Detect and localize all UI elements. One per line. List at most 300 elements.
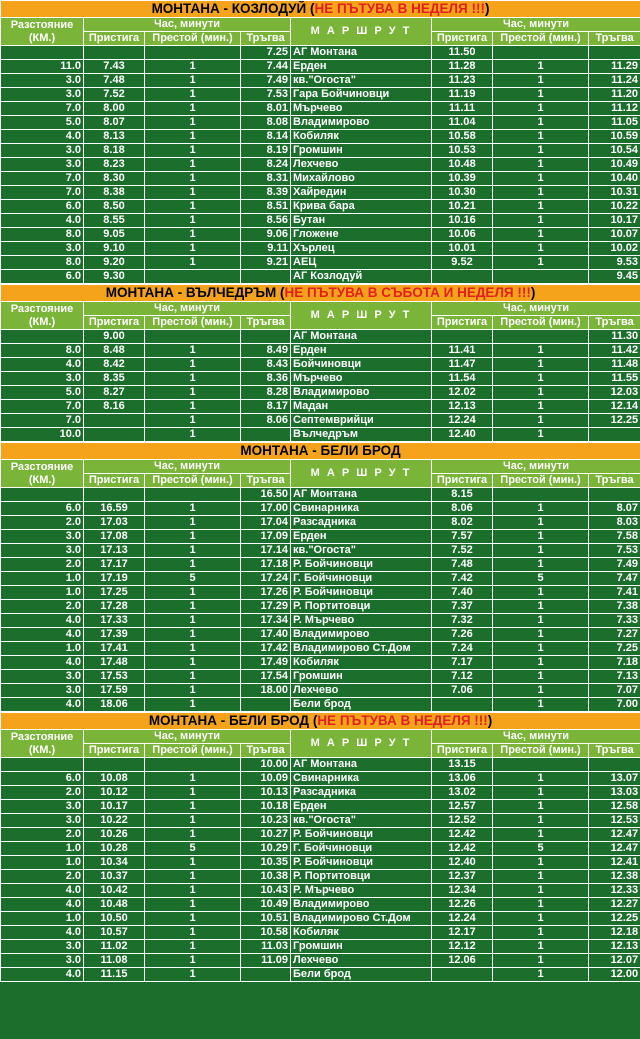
arrival-out-cell bbox=[84, 46, 145, 60]
depart-back-cell: 12.41 bbox=[589, 856, 640, 870]
depart-out-cell: 10.00 bbox=[241, 758, 291, 772]
depart-out-cell: 17.04 bbox=[241, 516, 291, 530]
stop-out-cell: 1 bbox=[145, 530, 241, 544]
depart-out-cell: 10.09 bbox=[241, 772, 291, 786]
arrival-out-cell: 8.16 bbox=[84, 400, 145, 414]
stop-out-cell: 1 bbox=[145, 228, 241, 242]
arrival-back-cell: 12.57 bbox=[432, 800, 493, 814]
route-stop-cell: Септемврийци bbox=[291, 414, 432, 428]
distance-cell: 3.0 bbox=[1, 530, 84, 544]
route-header: М А Р Ш Р У Т bbox=[291, 730, 432, 758]
depart-back-cell: 12.33 bbox=[589, 884, 640, 898]
route-stop-cell: Бутан bbox=[291, 214, 432, 228]
table-row bbox=[1, 330, 640, 344]
table-row bbox=[1, 358, 640, 372]
arrival-header: Пристига bbox=[432, 316, 493, 330]
depart-header: Тръгва bbox=[241, 32, 291, 46]
stop-header: Престой (мин.) bbox=[145, 316, 241, 330]
arrival-out-cell: 10.22 bbox=[84, 814, 145, 828]
note-paren: ) bbox=[530, 285, 536, 300]
route-stop-cell: Р. Бойчиновци bbox=[291, 558, 432, 572]
stop-out-cell: 1 bbox=[145, 186, 241, 200]
stop-back-cell: 1 bbox=[493, 926, 589, 940]
depart-out-cell: 10.35 bbox=[241, 856, 291, 870]
distance-cell: 6.0 bbox=[1, 270, 84, 284]
arrival-back-cell: 7.48 bbox=[432, 558, 493, 572]
stop-back-cell: 1 bbox=[493, 870, 589, 884]
route-stop-cell: АГ Монтана bbox=[291, 46, 432, 60]
depart-back-cell: 13.07 bbox=[589, 772, 640, 786]
distance-cell: 3.0 bbox=[1, 88, 84, 102]
route-stop-cell: Громшин bbox=[291, 670, 432, 684]
stop-back-cell: 1 bbox=[493, 530, 589, 544]
depart-back-cell bbox=[589, 758, 640, 772]
distance-cell: 6.0 bbox=[1, 200, 84, 214]
stop-back-cell: 1 bbox=[493, 344, 589, 358]
stop-out-cell: 1 bbox=[145, 372, 241, 386]
table-row bbox=[1, 814, 640, 828]
stop-out-cell: 1 bbox=[145, 88, 241, 102]
table-row bbox=[1, 172, 640, 186]
arrival-header: Пристига bbox=[432, 474, 493, 488]
table-row bbox=[1, 642, 640, 656]
stop-back-cell bbox=[493, 488, 589, 502]
route-stop-cell: Р. Портитовци bbox=[291, 870, 432, 884]
table-row bbox=[1, 74, 640, 88]
section-title bbox=[1, 285, 640, 302]
route-stop-cell: Ерден bbox=[291, 800, 432, 814]
route-stop-cell: Владимирово bbox=[291, 898, 432, 912]
arrival-out-cell: 7.43 bbox=[84, 60, 145, 74]
distance-cell: 5.0 bbox=[1, 116, 84, 130]
distance-header: Разстояние (КМ.) bbox=[1, 18, 84, 46]
depart-back-cell: 10.59 bbox=[589, 130, 640, 144]
stop-back-cell: 1 bbox=[493, 954, 589, 968]
stop-back-cell: 1 bbox=[493, 414, 589, 428]
stop-out-cell: 1 bbox=[145, 558, 241, 572]
stop-out-cell bbox=[145, 270, 241, 284]
table-row bbox=[1, 88, 640, 102]
depart-back-cell: 7.07 bbox=[589, 684, 640, 698]
stop-out-cell: 1 bbox=[145, 940, 241, 954]
depart-back-cell bbox=[589, 488, 640, 502]
depart-back-cell: 7.49 bbox=[589, 558, 640, 572]
route-stop-cell: Лехчево bbox=[291, 954, 432, 968]
stop-back-cell: 1 bbox=[493, 614, 589, 628]
arrival-out-cell: 8.07 bbox=[84, 116, 145, 130]
depart-back-cell: 9.53 bbox=[589, 256, 640, 270]
depart-back-cell: 11.05 bbox=[589, 116, 640, 130]
arrival-header: Пристига bbox=[84, 316, 145, 330]
depart-back-cell: 12.58 bbox=[589, 800, 640, 814]
stop-back-cell: 1 bbox=[493, 544, 589, 558]
arrival-out-cell: 17.48 bbox=[84, 656, 145, 670]
depart-out-cell: 8.39 bbox=[241, 186, 291, 200]
arrival-out-cell: 9.00 bbox=[84, 330, 145, 344]
arrival-back-cell: 12.24 bbox=[432, 912, 493, 926]
route-stop-cell: Р. Мърчево bbox=[291, 614, 432, 628]
table-row bbox=[1, 386, 640, 400]
route-title: МОНТАНА - КОЗЛОДУЙ bbox=[151, 1, 307, 16]
distance-cell: 2.0 bbox=[1, 786, 84, 800]
table-row bbox=[1, 60, 640, 74]
depart-back-cell: 11.24 bbox=[589, 74, 640, 88]
arrival-back-cell: 12.42 bbox=[432, 828, 493, 842]
depart-out-cell: 18.00 bbox=[241, 684, 291, 698]
route-stop-cell: Громшин bbox=[291, 940, 432, 954]
stop-back-cell: 1 bbox=[493, 628, 589, 642]
distance-cell: 3.0 bbox=[1, 800, 84, 814]
arrival-back-cell: 12.13 bbox=[432, 400, 493, 414]
stop-back-cell: 1 bbox=[493, 372, 589, 386]
service-note: НЕ ПЪТУВА В НЕДЕЛЯ !!! bbox=[314, 1, 485, 16]
depart-back-cell: 10.40 bbox=[589, 172, 640, 186]
distance-cell: 8.0 bbox=[1, 344, 84, 358]
stop-back-cell: 1 bbox=[493, 74, 589, 88]
depart-back-cell: 7.41 bbox=[589, 586, 640, 600]
section-title-row bbox=[1, 443, 640, 460]
arrival-back-cell: 12.24 bbox=[432, 414, 493, 428]
route-stop-cell: Ерден bbox=[291, 344, 432, 358]
stop-out-cell: 1 bbox=[145, 414, 241, 428]
arrival-back-cell: 12.37 bbox=[432, 870, 493, 884]
stop-out-cell bbox=[145, 488, 241, 502]
stop-out-cell: 1 bbox=[145, 786, 241, 800]
stop-header: Престой (мин.) bbox=[493, 474, 589, 488]
arrival-back-cell: 7.57 bbox=[432, 530, 493, 544]
depart-back-cell: 8.07 bbox=[589, 502, 640, 516]
arrival-out-cell bbox=[84, 428, 145, 442]
stop-back-cell: 1 bbox=[493, 428, 589, 442]
distance-cell: 4.0 bbox=[1, 926, 84, 940]
arrival-out-cell: 8.18 bbox=[84, 144, 145, 158]
header-row bbox=[1, 18, 640, 32]
section-title-row bbox=[1, 713, 640, 730]
stop-back-cell: 1 bbox=[493, 88, 589, 102]
distance-cell: 4.0 bbox=[1, 884, 84, 898]
depart-back-cell: 10.02 bbox=[589, 242, 640, 256]
stop-back-cell: 1 bbox=[493, 586, 589, 600]
distance-cell: 2.0 bbox=[1, 558, 84, 572]
stop-out-cell: 1 bbox=[145, 358, 241, 372]
stop-back-cell: 1 bbox=[493, 400, 589, 414]
stop-header: Престой (мин.) bbox=[493, 744, 589, 758]
depart-out-cell: 8.19 bbox=[241, 144, 291, 158]
depart-back-cell bbox=[589, 428, 640, 442]
arrival-out-cell: 11.02 bbox=[84, 940, 145, 954]
distance-cell: 1.0 bbox=[1, 842, 84, 856]
arrival-back-cell: 10.30 bbox=[432, 186, 493, 200]
depart-back-cell: 13.03 bbox=[589, 786, 640, 800]
route-stop-cell: Г. Бойчиновци bbox=[291, 842, 432, 856]
stop-out-cell: 1 bbox=[145, 870, 241, 884]
depart-out-cell: 17.54 bbox=[241, 670, 291, 684]
arrival-back-cell: 7.12 bbox=[432, 670, 493, 684]
depart-back-cell: 7.38 bbox=[589, 600, 640, 614]
section-title bbox=[1, 443, 640, 460]
arrival-out-cell: 17.19 bbox=[84, 572, 145, 586]
arrival-out-cell: 10.28 bbox=[84, 842, 145, 856]
arrival-out-cell: 10.12 bbox=[84, 786, 145, 800]
stop-out-cell: 1 bbox=[145, 926, 241, 940]
table-row bbox=[1, 758, 640, 772]
distance-cell bbox=[1, 758, 84, 772]
arrival-back-cell bbox=[432, 698, 493, 712]
arrival-back-cell: 13.02 bbox=[432, 786, 493, 800]
distance-cell: 4.0 bbox=[1, 698, 84, 712]
arrival-header: Пристига bbox=[84, 474, 145, 488]
arrival-back-cell: 8.15 bbox=[432, 488, 493, 502]
depart-out-cell: 8.01 bbox=[241, 102, 291, 116]
depart-out-cell bbox=[241, 698, 291, 712]
stop-back-cell: 1 bbox=[493, 386, 589, 400]
arrival-out-cell: 17.59 bbox=[84, 684, 145, 698]
arrival-back-cell: 7.52 bbox=[432, 544, 493, 558]
distance-cell: 1.0 bbox=[1, 586, 84, 600]
depart-back-cell: 7.25 bbox=[589, 642, 640, 656]
depart-out-cell: 7.25 bbox=[241, 46, 291, 60]
depart-out-cell: 8.56 bbox=[241, 214, 291, 228]
stop-out-cell: 1 bbox=[145, 60, 241, 74]
distance-cell: 1.0 bbox=[1, 912, 84, 926]
route-title: МОНТАНА - БЕЛИ БРОД bbox=[148, 713, 310, 728]
arrival-out-cell: 17.13 bbox=[84, 544, 145, 558]
arrival-header: Пристига bbox=[84, 744, 145, 758]
table-row bbox=[1, 898, 640, 912]
arrival-back-cell: 10.48 bbox=[432, 158, 493, 172]
depart-out-cell bbox=[241, 270, 291, 284]
depart-out-cell: 16.50 bbox=[241, 488, 291, 502]
time-header: Час, минути bbox=[84, 730, 291, 744]
distance-cell: 2.0 bbox=[1, 600, 84, 614]
depart-back-cell: 11.42 bbox=[589, 344, 640, 358]
stop-header: Престой (мин.) bbox=[145, 744, 241, 758]
distance-header: Разстояние (КМ.) bbox=[1, 730, 84, 758]
distance-cell: 8.0 bbox=[1, 228, 84, 242]
depart-out-cell: 10.27 bbox=[241, 828, 291, 842]
table-row bbox=[1, 670, 640, 684]
time-header: Час, минути bbox=[432, 730, 640, 744]
stop-out-cell: 1 bbox=[145, 144, 241, 158]
distance-header: Разстояние (КМ.) bbox=[1, 302, 84, 330]
arrival-out-cell: 17.33 bbox=[84, 614, 145, 628]
route-header: М А Р Ш Р У Т bbox=[291, 18, 432, 46]
route-stop-cell: Лехчево bbox=[291, 158, 432, 172]
header-row bbox=[1, 302, 640, 316]
depart-out-cell: 17.18 bbox=[241, 558, 291, 572]
stop-back-cell: 1 bbox=[493, 828, 589, 842]
table-row bbox=[1, 912, 640, 926]
stop-out-cell: 1 bbox=[145, 600, 241, 614]
distance-cell: 1.0 bbox=[1, 856, 84, 870]
arrival-back-cell: 10.53 bbox=[432, 144, 493, 158]
distance-cell: 4.0 bbox=[1, 628, 84, 642]
route-stop-cell: Владимирово Ст.Дом bbox=[291, 642, 432, 656]
depart-out-cell: 10.43 bbox=[241, 884, 291, 898]
arrival-out-cell bbox=[84, 414, 145, 428]
arrival-out-cell: 8.27 bbox=[84, 386, 145, 400]
note-paren: ( bbox=[309, 713, 318, 728]
table-row bbox=[1, 600, 640, 614]
depart-header: Тръгва bbox=[589, 744, 640, 758]
table-row bbox=[1, 102, 640, 116]
stop-back-cell bbox=[493, 758, 589, 772]
distance-cell: 6.0 bbox=[1, 772, 84, 786]
depart-back-cell: 11.48 bbox=[589, 358, 640, 372]
depart-back-cell: 11.30 bbox=[589, 330, 640, 344]
arrival-out-cell: 8.30 bbox=[84, 172, 145, 186]
table-row bbox=[1, 116, 640, 130]
header-row bbox=[1, 460, 640, 474]
stop-out-cell: 5 bbox=[145, 572, 241, 586]
arrival-back-cell: 12.52 bbox=[432, 814, 493, 828]
stop-out-cell: 1 bbox=[145, 428, 241, 442]
arrival-header: Пристига bbox=[432, 744, 493, 758]
arrival-out-cell: 17.41 bbox=[84, 642, 145, 656]
timetable-section bbox=[0, 712, 640, 982]
arrival-out-cell: 8.00 bbox=[84, 102, 145, 116]
stop-back-cell: 1 bbox=[493, 242, 589, 256]
arrival-out-cell: 10.48 bbox=[84, 898, 145, 912]
distance-cell: 5.0 bbox=[1, 386, 84, 400]
route-stop-cell: кв."Огоста" bbox=[291, 544, 432, 558]
stop-out-cell: 1 bbox=[145, 614, 241, 628]
arrival-out-cell: 10.26 bbox=[84, 828, 145, 842]
table-row bbox=[1, 772, 640, 786]
depart-out-cell: 8.43 bbox=[241, 358, 291, 372]
arrival-back-cell: 11.54 bbox=[432, 372, 493, 386]
depart-out-cell: 8.36 bbox=[241, 372, 291, 386]
arrival-out-cell: 8.13 bbox=[84, 130, 145, 144]
stop-out-cell: 1 bbox=[145, 898, 241, 912]
table-row bbox=[1, 842, 640, 856]
note-paren: ( bbox=[306, 1, 315, 16]
stop-out-cell: 1 bbox=[145, 102, 241, 116]
depart-back-cell: 10.22 bbox=[589, 200, 640, 214]
stop-out-cell: 1 bbox=[145, 130, 241, 144]
depart-out-cell: 8.08 bbox=[241, 116, 291, 130]
table-row bbox=[1, 502, 640, 516]
table-row bbox=[1, 856, 640, 870]
stop-back-cell: 1 bbox=[493, 102, 589, 116]
stop-back-cell: 1 bbox=[493, 912, 589, 926]
arrival-header: Пристига bbox=[84, 32, 145, 46]
distance-cell: 3.0 bbox=[1, 158, 84, 172]
table-row bbox=[1, 344, 640, 358]
table-row bbox=[1, 884, 640, 898]
arrival-back-cell: 7.24 bbox=[432, 642, 493, 656]
stop-back-cell: 1 bbox=[493, 884, 589, 898]
distance-cell: 10.0 bbox=[1, 428, 84, 442]
route-stop-cell: Свинарника bbox=[291, 772, 432, 786]
depart-out-cell: 7.44 bbox=[241, 60, 291, 74]
route-stop-cell: Гложене bbox=[291, 228, 432, 242]
arrival-back-cell bbox=[432, 270, 493, 284]
stop-header: Престой (мин.) bbox=[493, 32, 589, 46]
distance-cell: 3.0 bbox=[1, 544, 84, 558]
depart-header: Тръгва bbox=[589, 474, 640, 488]
depart-out-cell: 8.06 bbox=[241, 414, 291, 428]
depart-header: Тръгва bbox=[241, 744, 291, 758]
depart-back-cell bbox=[589, 46, 640, 60]
route-stop-cell: Вълчедръм bbox=[291, 428, 432, 442]
distance-cell: 4.0 bbox=[1, 214, 84, 228]
stop-out-cell: 1 bbox=[145, 968, 241, 982]
table-row bbox=[1, 558, 640, 572]
depart-out-cell: 7.53 bbox=[241, 88, 291, 102]
timetable-section bbox=[0, 0, 640, 284]
depart-back-cell: 10.54 bbox=[589, 144, 640, 158]
distance-cell: 4.0 bbox=[1, 358, 84, 372]
table-row bbox=[1, 684, 640, 698]
route-title: МОНТАНА - ВЪЛЧЕДРЪМ bbox=[105, 285, 277, 300]
stop-out-cell: 1 bbox=[145, 400, 241, 414]
depart-back-cell: 12.53 bbox=[589, 814, 640, 828]
depart-back-cell: 11.55 bbox=[589, 372, 640, 386]
arrival-header: Пристига bbox=[432, 32, 493, 46]
arrival-out-cell: 8.23 bbox=[84, 158, 145, 172]
arrival-back-cell: 10.16 bbox=[432, 214, 493, 228]
depart-back-cell: 11.12 bbox=[589, 102, 640, 116]
stop-back-cell: 1 bbox=[493, 186, 589, 200]
time-header: Час, минути bbox=[432, 302, 640, 316]
route-stop-cell: АГ Козлодуй bbox=[291, 270, 432, 284]
table-row bbox=[1, 400, 640, 414]
stop-back-cell: 1 bbox=[493, 60, 589, 74]
arrival-back-cell: 7.37 bbox=[432, 600, 493, 614]
arrival-out-cell bbox=[84, 758, 145, 772]
arrival-back-cell: 11.23 bbox=[432, 74, 493, 88]
stop-out-cell: 1 bbox=[145, 628, 241, 642]
route-stop-cell: АГ Монтана bbox=[291, 758, 432, 772]
distance-cell: 3.0 bbox=[1, 74, 84, 88]
depart-out-cell: 8.14 bbox=[241, 130, 291, 144]
arrival-out-cell: 10.57 bbox=[84, 926, 145, 940]
depart-out-cell: 8.17 bbox=[241, 400, 291, 414]
depart-out-cell: 10.51 bbox=[241, 912, 291, 926]
stop-back-cell: 1 bbox=[493, 214, 589, 228]
stop-out-cell: 1 bbox=[145, 954, 241, 968]
arrival-back-cell: 11.41 bbox=[432, 344, 493, 358]
table-row bbox=[1, 516, 640, 530]
depart-out-cell: 17.49 bbox=[241, 656, 291, 670]
stop-header: Престой (мин.) bbox=[493, 316, 589, 330]
arrival-out-cell: 17.17 bbox=[84, 558, 145, 572]
depart-back-cell: 8.03 bbox=[589, 516, 640, 530]
depart-back-cell: 11.20 bbox=[589, 88, 640, 102]
stop-back-cell: 1 bbox=[493, 940, 589, 954]
stop-out-cell: 1 bbox=[145, 828, 241, 842]
depart-out-cell: 11.03 bbox=[241, 940, 291, 954]
depart-back-cell: 10.17 bbox=[589, 214, 640, 228]
depart-out-cell: 8.28 bbox=[241, 386, 291, 400]
route-stop-cell: Мърчево bbox=[291, 372, 432, 386]
arrival-out-cell: 17.39 bbox=[84, 628, 145, 642]
route-stop-cell: Крива бара bbox=[291, 200, 432, 214]
depart-out-cell: 9.11 bbox=[241, 242, 291, 256]
arrival-out-cell: 10.37 bbox=[84, 870, 145, 884]
stop-header: Престой (мин.) bbox=[145, 32, 241, 46]
table-row bbox=[1, 572, 640, 586]
stop-out-cell: 1 bbox=[145, 884, 241, 898]
arrival-back-cell: 11.50 bbox=[432, 46, 493, 60]
depart-out-cell: 9.21 bbox=[241, 256, 291, 270]
table-row bbox=[1, 46, 640, 60]
stop-out-cell: 1 bbox=[145, 386, 241, 400]
table-row bbox=[1, 698, 640, 712]
depart-back-cell: 12.18 bbox=[589, 926, 640, 940]
depart-out-cell: 10.38 bbox=[241, 870, 291, 884]
